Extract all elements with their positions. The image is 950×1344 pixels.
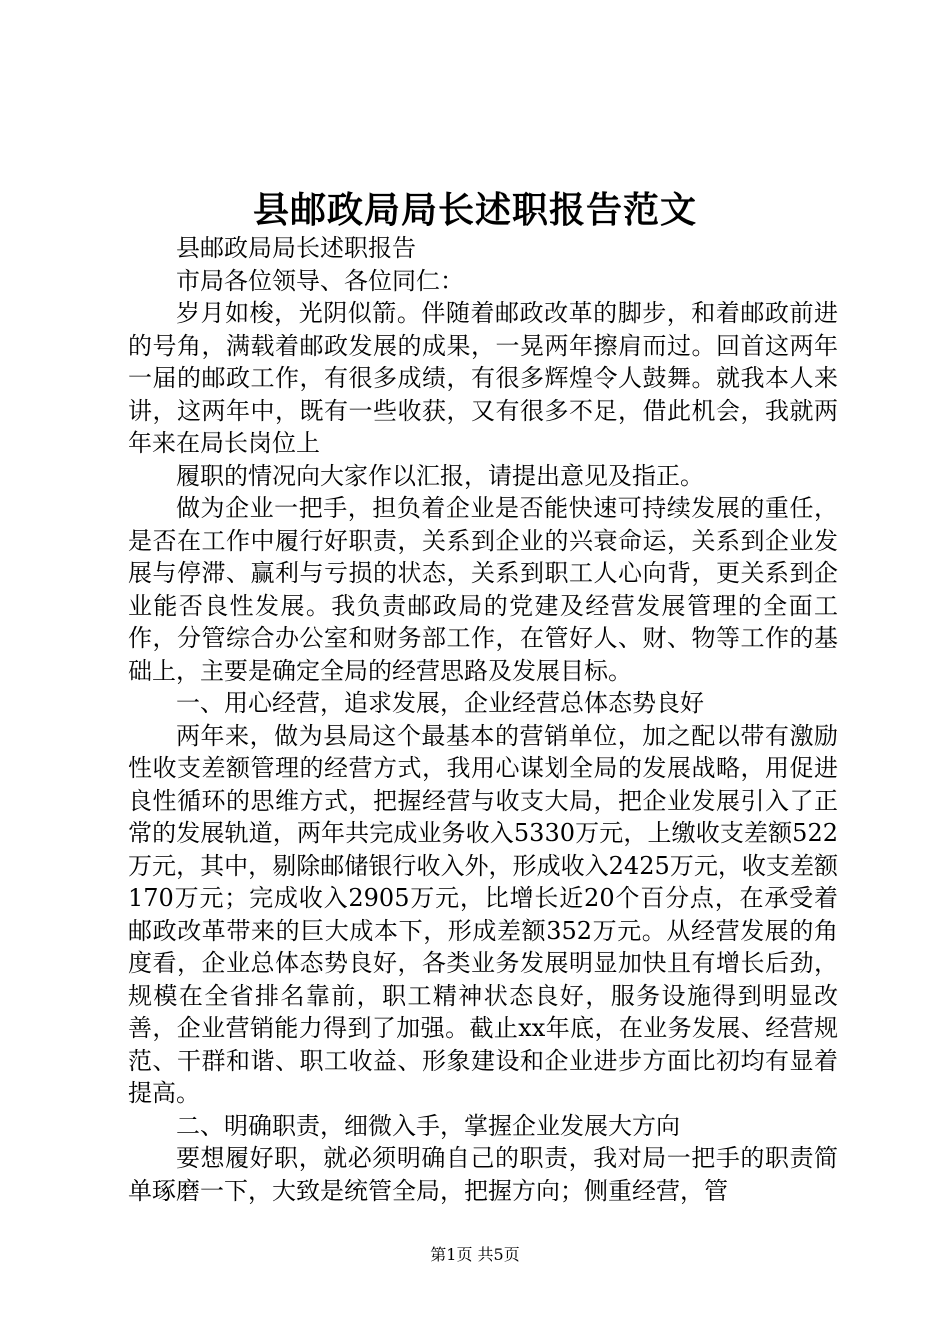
page-number-footer: 第1页 共5页	[430, 1245, 520, 1264]
paragraph-report-heading: 县邮政局局长述职报告	[176, 234, 416, 262]
paragraph-report-statement: 履职的情况向大家作以汇报，请提出意见及指正。	[176, 461, 704, 490]
section-heading-2: 二、明确职责，细微入手，掌握企业发展大方向	[176, 1111, 680, 1140]
paragraph-business-results: 两年来，做为县局这个最基本的营销单位，加之配以带有激励性收支差额管理的经营方式，我用心谋划全局的发展战略，用促进良性循环的思维方式，把握经营与收支大局，把企业发展引入了正常的发展轨道，两年共完成业务收入5330万元，上缴收支差额522万元，其中，剔除邮储银行收入外，形成收入2425万元，收支差额170万元；完成收入2905万元，比增长近20个百分点，在承受着邮政改革带来的巨大成本下，形成差额352万元。从经营发展的角度看，企业总体态势良好，各类业务发展明显加快且有增长后劲，规模在全省排名靠前，职工精神状态良好，服务设施得到明显改善，企业营销能力得到了加强。截止xx年底，在业务发展、经营规范、干群和谐、职工收益、形象建设和企业进步方面比初均有显着提高。	[128, 721, 838, 1107]
paragraph-intro: 岁月如梭，光阴似箭。伴随着邮政改革的脚步，和着邮政前进的号角，满载着邮政发展的成果，一晃两年擦肩而过。回首这两年一届的邮政工作，有很多成绩，有很多辉煌令人鼓舞。就我本人来讲，这两年中，既有一些收获，又有很多不足，借此机会，我就两年来在局长岗位上	[128, 299, 838, 457]
paragraph-salutation: 市局各位领导、各位同仁：	[176, 266, 464, 295]
document-title: 县邮政局局长述职报告范文	[252, 189, 697, 231]
paragraph-responsibility: 做为企业一把手，担负着企业是否能快速可持续发展的重任，是否在工作中履行好职责，关系到企业的兴衰命运，关系到企业发展与停滞、赢利与亏损的状态，关系到职工人心向背，更关系到企业能否良性发展。我负责邮政局的党建及经营发展管理的全面工作，分管综合办公室和财务部工作，在管好人、财、物等工作的基础上，主要是确定全局的经营思路及发展目标。	[128, 494, 838, 685]
paragraph-duties: 要想履好职，就必须明确自己的职责，我对局一把手的职责简单琢磨一下，大致是统管全局，把握方向；侧重经营，管	[128, 1144, 838, 1205]
section-heading-1: 一、用心经营，追求发展，企业经营总体态势良好	[176, 689, 704, 717]
document-body	[128, 232, 838, 1207]
